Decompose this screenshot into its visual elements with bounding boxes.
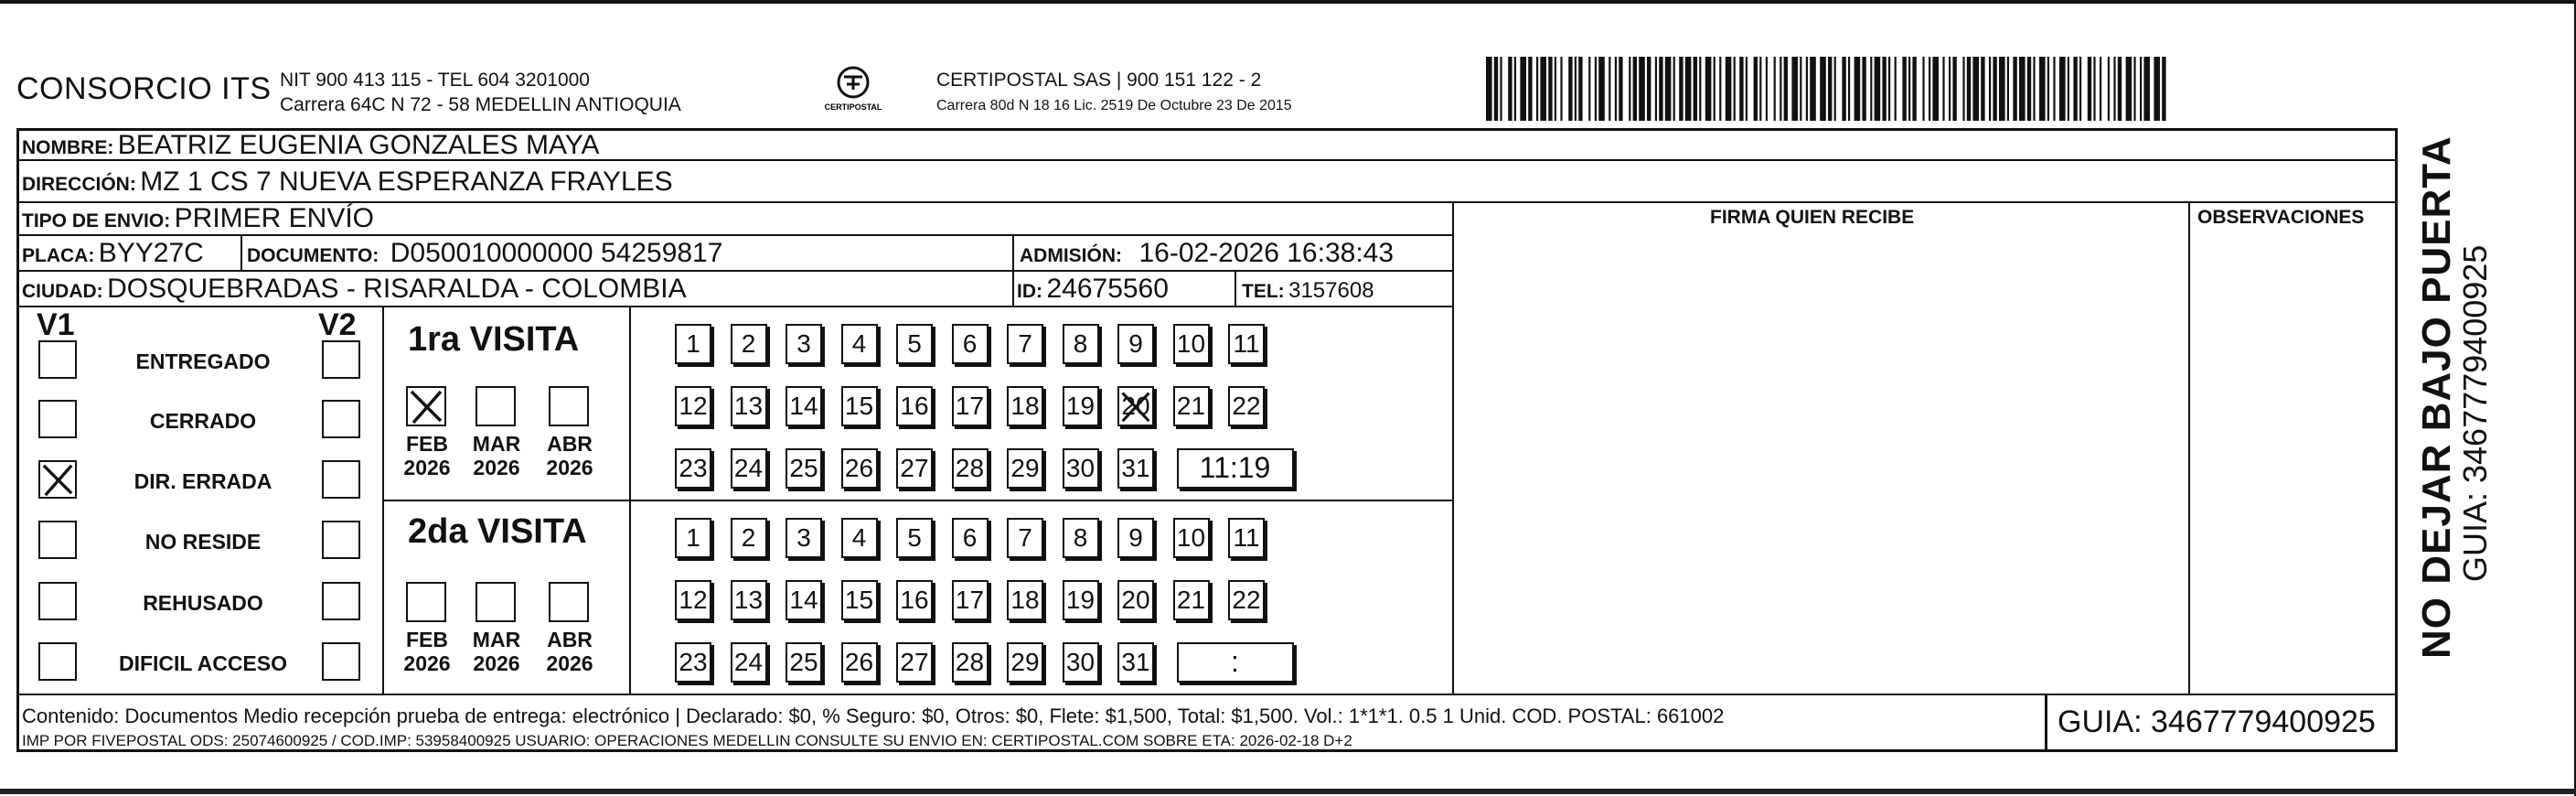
barcode-bar [1528, 57, 1532, 121]
day-box-14[interactable]: 14 [786, 386, 822, 426]
barcode-bar [1800, 57, 1801, 121]
tipo-label: TIPO DE ENVIO: [22, 210, 171, 231]
month-checkbox-mar[interactable] [476, 386, 516, 426]
day-box-29[interactable]: 29 [1007, 448, 1043, 489]
day-box-1[interactable]: 1 [675, 518, 711, 558]
day-box-5[interactable]: 5 [896, 518, 933, 558]
barcode-bar [1967, 57, 1971, 121]
barcode-bar [2118, 57, 2122, 121]
day-box-23[interactable]: 23 [675, 642, 711, 683]
day-box-7[interactable]: 7 [1007, 518, 1043, 558]
day-box-19[interactable]: 19 [1063, 386, 1099, 426]
visit1-title: 1ra VISITA [408, 320, 580, 359]
month-year: 2026 [546, 651, 593, 675]
barcode-bar [1989, 57, 1991, 121]
month-name: FEB [406, 432, 448, 456]
barcode-bar [1962, 57, 1964, 121]
barcode-bar [1726, 57, 1732, 121]
day-box-4[interactable]: 4 [841, 518, 878, 558]
firma-label: FIRMA QUIEN RECIBE [1710, 207, 1915, 228]
status-label: CERRADO [149, 409, 257, 433]
barcode-bar [1834, 57, 1836, 121]
bottom-border [0, 789, 2576, 794]
day-box-14[interactable]: 14 [786, 580, 822, 620]
day-box-15[interactable]: 15 [841, 580, 878, 620]
barcode-bar [1578, 57, 1582, 121]
admision-value: 16-02-2026 16:38:43 [1138, 238, 1395, 268]
barcode-bar [1520, 57, 1526, 121]
barcode-bar [1828, 57, 1832, 121]
company-nit: NIT 900 413 115 - TEL 604 3201000 [280, 70, 590, 91]
tel-value: 3157608 [1288, 278, 1374, 303]
day-box-27[interactable]: 27 [896, 642, 933, 683]
day-box-11[interactable]: 11 [1228, 324, 1265, 364]
barcode-bar [1855, 57, 1861, 121]
v1-checkbox-6[interactable] [38, 642, 77, 681]
month-name: MAR [472, 628, 521, 651]
barcode-bar [1555, 57, 1556, 121]
barcode-bar [1902, 57, 1906, 121]
day-box-16[interactable]: 16 [896, 386, 933, 426]
ciudad-label: CIUDAD: [22, 281, 103, 302]
barcode-bar [1875, 57, 1881, 121]
day-box-18[interactable]: 18 [1007, 580, 1043, 620]
visit2-title: 2da VISITA [408, 512, 587, 551]
v1-checkbox-2[interactable] [38, 400, 77, 438]
barcode-bar [1780, 57, 1781, 121]
v2-checkbox-3[interactable] [322, 460, 360, 499]
barcode-bar [1486, 57, 1492, 121]
barcode-bar [2100, 57, 2101, 121]
month-year: 2026 [403, 651, 451, 675]
day-box-17[interactable]: 17 [952, 580, 989, 620]
month-checkbox-abr[interactable] [549, 386, 589, 426]
day-box-2[interactable]: 2 [731, 518, 767, 558]
barcode-bar [1993, 57, 1996, 121]
barcode-bar [1575, 57, 1577, 121]
v1-checkbox-4[interactable] [38, 521, 77, 559]
barcode-bar [1665, 57, 1672, 121]
v2-checkbox-5[interactable] [322, 582, 360, 620]
barcode-bar [1615, 57, 1617, 121]
barcode-bar [2140, 57, 2142, 121]
month-label [465, 432, 529, 479]
barcode-bar [1500, 57, 1502, 121]
status-label: DIFICIL ACCESO [118, 651, 287, 675]
month-label [538, 628, 602, 675]
logo-text: CERTIPOSTAL [824, 102, 882, 112]
barcode-bar [2143, 57, 2150, 121]
status-label: REHUSADO [143, 591, 263, 615]
barcode-bar [1862, 57, 1865, 121]
barcode-bar [2079, 57, 2081, 121]
day-box-31[interactable]: 31 [1117, 642, 1154, 683]
barcode-bar [1540, 57, 1546, 121]
barcode-bar [1655, 57, 1657, 121]
month-name: MAR [472, 432, 521, 456]
v2-checkbox-1[interactable] [322, 340, 360, 379]
barcode-bar [2019, 57, 2026, 121]
barcode-bar [1739, 57, 1743, 121]
month-checkbox-feb[interactable] [406, 386, 446, 426]
month-checkbox-abr[interactable] [549, 582, 589, 622]
barcode-bar [1619, 57, 1622, 121]
day-box-13[interactable]: 13 [731, 386, 767, 426]
day-box-22[interactable]: 22 [1228, 580, 1265, 620]
month-label [395, 432, 459, 479]
placa-label: PLACA: [22, 245, 95, 266]
v1-checkbox-5[interactable] [38, 582, 77, 620]
tipo-value: PRIMER ENVÍO [174, 203, 375, 233]
barcode-bar [1536, 57, 1538, 121]
company-name: CONSORCIO ITS [16, 71, 272, 106]
barcode-bar [1508, 57, 1512, 121]
barcode-bar [2073, 57, 2077, 121]
day-box-15[interactable]: 15 [841, 386, 878, 426]
day-box-10[interactable]: 10 [1173, 324, 1210, 364]
barcode-bar [1932, 57, 1939, 121]
placa-row [22, 238, 204, 269]
placa-value: BYY27C [98, 238, 204, 268]
barcode-bar [1972, 57, 1979, 121]
barcode-bar [1848, 57, 1850, 121]
tel-row [1242, 278, 1374, 304]
day-box-7[interactable]: 7 [1007, 324, 1043, 364]
day-box-8[interactable]: 8 [1063, 324, 1099, 364]
day-box-21[interactable]: 21 [1173, 386, 1210, 426]
day-box-3[interactable]: 3 [786, 518, 822, 558]
day-box-2[interactable]: 2 [731, 324, 767, 364]
barcode-bar [1806, 57, 1808, 121]
month-name: ABR [547, 432, 593, 456]
certipostal-info: CERTIPOSTAL SAS | 900 151 122 - 2 [936, 70, 1262, 91]
barcode-bar [1981, 57, 1984, 121]
barcode-bar [1560, 57, 1562, 121]
barcode-bar [1568, 57, 1572, 121]
barcode-bar [2068, 57, 2069, 121]
top-border [0, 0, 2576, 4]
day-box-22[interactable]: 22 [1228, 386, 1265, 426]
status-label: NO RESIDE [144, 530, 262, 554]
month-year: 2026 [473, 456, 520, 479]
barcode-bar [2007, 57, 2009, 121]
barcode-bar [1922, 57, 1924, 121]
day-box-20[interactable]: 20 [1117, 580, 1154, 620]
observaciones-label: OBSERVACIONES [2197, 207, 2365, 228]
barcode-bar [1647, 57, 1651, 121]
barcode-bar [1759, 57, 1761, 121]
nombre-value: BEATRIZ EUGENIA GONZALES MAYA [117, 130, 600, 160]
barcode-bar [1548, 57, 1552, 121]
day-box-25[interactable]: 25 [786, 642, 822, 683]
barcode-bar [1659, 57, 1662, 121]
day-box-25[interactable]: 25 [786, 448, 822, 489]
barcode-bar [1774, 57, 1776, 121]
barcode-bar [2162, 57, 2165, 121]
day-box-12[interactable]: 12 [675, 386, 711, 426]
ciudad-row [22, 274, 687, 305]
barcode-bar [1588, 57, 1590, 121]
time-field[interactable]: 11:19 [1177, 448, 1294, 489]
barcode-bar [1999, 57, 2005, 121]
month-checkbox-feb[interactable] [406, 582, 446, 622]
barcode-bar [2027, 57, 2031, 121]
day-box-17[interactable]: 17 [952, 386, 989, 426]
barcode-bar [1514, 57, 1516, 121]
day-box-27[interactable]: 27 [896, 448, 933, 489]
day-box-21[interactable]: 21 [1173, 580, 1210, 620]
tel-label: TEL: [1242, 281, 1285, 302]
day-box-11[interactable]: 11 [1228, 518, 1265, 558]
status-label: DIR. ERRADA [134, 469, 273, 493]
barcode-bar [2033, 57, 2035, 121]
nombre-label: NOMBRE: [22, 137, 114, 158]
v2-checkbox-2[interactable] [322, 400, 360, 438]
barcode-bar [1888, 57, 1890, 121]
barcode-bar [1882, 57, 1886, 121]
v1-checkbox-3[interactable] [38, 460, 77, 499]
barcode-bar [2053, 57, 2055, 121]
barcode-bar [1949, 57, 1951, 121]
time-field[interactable]: : [1177, 642, 1294, 683]
certipostal-logo [821, 64, 885, 119]
month-label [538, 432, 602, 479]
barcode-bar [2108, 57, 2110, 121]
direccion-label: DIRECCIÓN: [22, 174, 136, 195]
day-box-3[interactable]: 3 [786, 324, 822, 364]
barcode-bar [1842, 57, 1845, 121]
direccion-value: MZ 1 CS 7 NUEVA ESPERANZA FRAYLES [140, 167, 673, 197]
admision-label: ADMISIÓN: [1020, 245, 1122, 266]
side-guia: GUIA: 3467779400925 [2456, 244, 2494, 582]
day-box-4[interactable]: 4 [841, 324, 878, 364]
day-box-6[interactable]: 6 [952, 518, 989, 558]
month-label [395, 628, 459, 675]
day-box-18[interactable]: 18 [1007, 386, 1043, 426]
day-box-1[interactable]: 1 [675, 324, 711, 364]
month-year: 2026 [546, 456, 593, 479]
barcode-bar [1694, 57, 1697, 121]
day-box-29[interactable]: 29 [1007, 642, 1043, 683]
barcode-bar [1633, 57, 1637, 121]
barcode-bar [1912, 57, 1916, 121]
day-box-9[interactable]: 9 [1117, 518, 1154, 558]
tipo-row [22, 203, 374, 234]
day-box-16[interactable]: 16 [896, 580, 933, 620]
month-name: FEB [406, 628, 448, 651]
documento-value: D050010000000 54259817 [390, 238, 723, 268]
barcode-bar [1494, 57, 1498, 121]
day-box-13[interactable]: 13 [731, 580, 767, 620]
barcode-bar [2126, 57, 2132, 121]
barcode-bar [1754, 57, 1758, 121]
barcode-bar [1598, 57, 1605, 121]
barcode-bar [2133, 57, 2135, 121]
company-address: Carrera 64C N 72 - 58 MEDELLIN ANTIOQUIA [280, 94, 681, 115]
month-label [465, 628, 529, 675]
day-box-28[interactable]: 28 [952, 448, 989, 489]
day-box-24[interactable]: 24 [731, 448, 767, 489]
side-notice: NO DEJAR BAJO PUERTA [2414, 135, 2459, 659]
day-box-19[interactable]: 19 [1063, 580, 1099, 620]
barcode-bar [2088, 57, 2091, 121]
day-box-26[interactable]: 26 [841, 642, 878, 683]
day-box-28[interactable]: 28 [952, 642, 989, 683]
direccion-row [22, 167, 673, 198]
barcode-bar [1784, 57, 1788, 121]
barcode-bar [1734, 57, 1736, 121]
v2-checkbox-6[interactable] [322, 642, 360, 681]
barcode-bar [1746, 57, 1748, 121]
month-checkbox-mar[interactable] [476, 582, 516, 622]
id-label: ID: [1017, 281, 1042, 302]
barcode [1486, 57, 2172, 121]
footer-guia: GUIA: 3467779400925 [2058, 705, 2376, 739]
barcode-bar [2013, 57, 2016, 121]
barcode-bar [1895, 57, 1897, 121]
barcode-bar [1595, 57, 1597, 121]
barcode-bar [1870, 57, 1872, 121]
documento-row [247, 238, 722, 269]
day-box-26[interactable]: 26 [841, 448, 878, 489]
day-box-20[interactable]: 20 [1117, 386, 1154, 426]
barcode-bar [2154, 57, 2160, 121]
day-box-5[interactable]: 5 [896, 324, 933, 364]
ciudad-value: DOSQUEBRADAS - RISARALDA - COLOMBIA [107, 274, 687, 304]
day-box-6[interactable]: 6 [952, 324, 989, 364]
day-box-31[interactable]: 31 [1117, 448, 1154, 489]
barcode-bar [1942, 57, 1944, 121]
day-box-12[interactable]: 12 [675, 580, 711, 620]
barcode-bar [1705, 57, 1712, 121]
day-box-10[interactable]: 10 [1173, 518, 1210, 558]
nombre-row [22, 130, 600, 161]
barcode-bar [1820, 57, 1826, 121]
barcode-bar [2047, 57, 2049, 121]
admision-row [1020, 238, 1394, 269]
barcode-bar [1673, 57, 1675, 121]
day-box-30[interactable]: 30 [1063, 642, 1099, 683]
v2-checkbox-4[interactable] [322, 521, 360, 559]
day-box-9[interactable]: 9 [1117, 324, 1154, 364]
barcode-bar [2039, 57, 2046, 121]
barcode-bar [1908, 57, 1910, 121]
barcode-bar [1699, 57, 1701, 121]
barcode-bar [2059, 57, 2066, 121]
barcode-bar [1629, 57, 1630, 121]
v1-header: V1 [37, 307, 75, 342]
footer-contenido: Contenido: Documentos Medio recepción prueba de entrega: electrónico | Declarado: $0, % Seguro: $0, Otros: $0, Flete: $1,500, Total: $1,500. Vol.: 1*1*1. 0.5 1 Unid. COD. POSTAL: 661002 [22, 705, 1725, 727]
barcode-bar [1719, 57, 1721, 121]
id-row [1017, 274, 1169, 305]
barcode-bar [1952, 57, 1956, 121]
status-label: ENTREGADO [135, 350, 271, 373]
barcode-bar [1679, 57, 1683, 121]
footer-imp: IMP POR FIVEPOSTAL ODS: 25074600925 / COD.IMP: 53958400925 USUARIO: OPERACIONES MEDELLIN CONSULTE SU ENVIO EN: CERTIPOSTAL.COM SOBRE ETA: 2026-02-18 D+2 [22, 732, 1352, 749]
v2-header: V2 [318, 307, 357, 342]
barcode-bar [2093, 57, 2095, 121]
documento-label: DOCUMENTO: [247, 245, 379, 266]
month-year: 2026 [473, 651, 520, 675]
barcode-bar [1929, 57, 1930, 121]
barcode-bar [1791, 57, 1798, 121]
id-value: 24675560 [1046, 274, 1169, 304]
certipostal-address: Carrera 80d N 18 16 Lic. 2519 De Octubre 23 De 2015 [936, 98, 1292, 113]
barcode-bar [1714, 57, 1716, 121]
day-box-24[interactable]: 24 [731, 642, 767, 683]
barcode-bar [1639, 57, 1645, 121]
month-name: ABR [547, 628, 593, 651]
v1-checkbox-1[interactable] [38, 340, 77, 379]
day-box-30[interactable]: 30 [1063, 448, 1099, 489]
month-year: 2026 [403, 456, 451, 479]
barcode-bar [1810, 57, 1816, 121]
day-box-23[interactable]: 23 [675, 448, 711, 489]
barcode-bar [1685, 57, 1692, 121]
day-box-8[interactable]: 8 [1063, 518, 1099, 558]
barcode-bar [1766, 57, 1768, 121]
barcode-bar [1609, 57, 1610, 121]
barcode-bar [2113, 57, 2115, 121]
